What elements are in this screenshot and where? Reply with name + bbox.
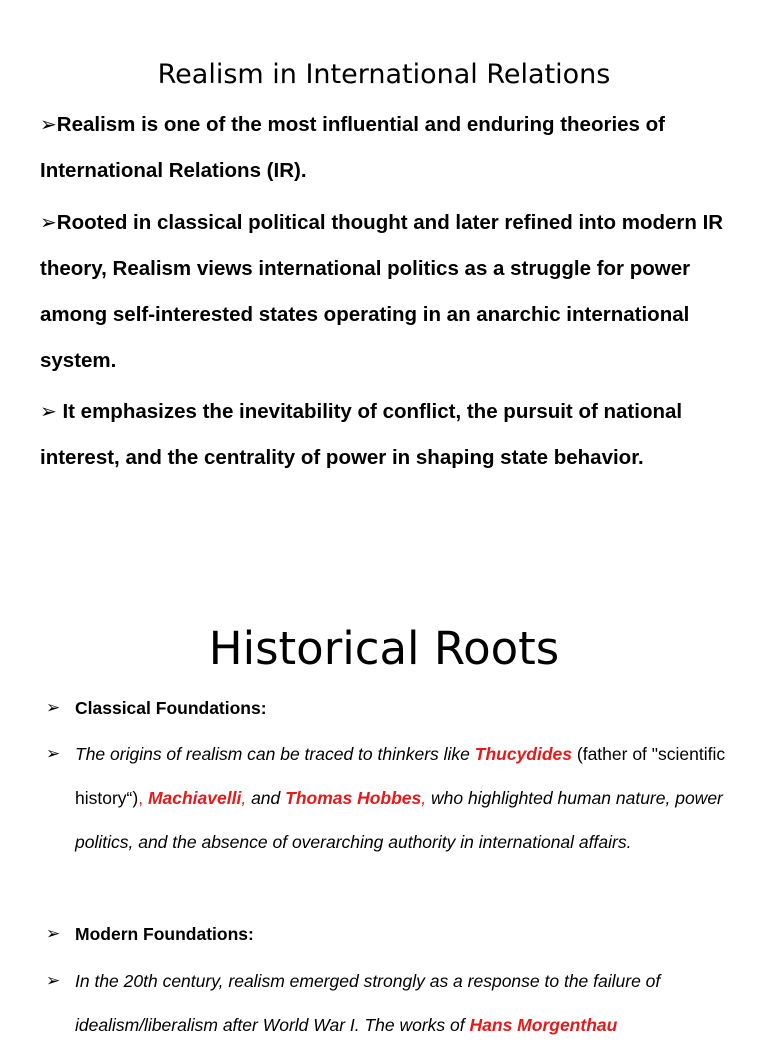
arrow-bullet-icon: ➢ [46, 924, 61, 944]
bullet-realism-definition [40, 101, 730, 194]
bullet-text: Rooted in classical political thought and later refined into modern IR theory, Realism views international politics as a struggle for power among self-interested states operating in an anarchic international system. [40, 211, 724, 372]
modern-foundations-text [46, 959, 735, 1047]
separator: , [241, 788, 247, 808]
bullet-text: It emphasizes the inevitability of conflict, the pursuit of national interest, and the centrality of power in shaping state behavior. [40, 400, 683, 469]
name-thomas-hobbes: Thomas Hobbes [285, 788, 422, 808]
section-title-realism: Realism in International Relations [157, 59, 611, 90]
arrow-bullet-icon: ➢ [46, 971, 61, 991]
arrow-bullet-icon: ➢ [46, 698, 61, 718]
classical-foundations-heading [46, 686, 735, 730]
bullet-realism-emphasis [40, 388, 730, 481]
text-span: who highlighted human nature, power politics, and the absence of overarching authority in international affairs. [75, 788, 723, 852]
text-span: (father of "scientific history“) [75, 744, 726, 808]
text-span: In the 20th century, realism emerged strongly as a response to the failure of idealism/liberalism after World War I. The works of [75, 971, 661, 1035]
arrow-bullet-icon: ➢ [40, 112, 57, 136]
arrow-bullet-icon: ➢ [40, 399, 57, 423]
bullet-realism-roots [40, 199, 730, 384]
text-span: and [246, 788, 286, 808]
classical-foundations-text [46, 732, 735, 864]
heading-text: Modern Foundations: [75, 924, 254, 944]
bullet-text: Realism is one of the most influential and enduring theories of International Relations (IR). [40, 113, 665, 182]
text-span: The origins of realism can be traced to thinkers like [75, 744, 475, 764]
name-hans-morgenthau: Hans Morgenthau [469, 1015, 618, 1035]
name-machiavelli: Machiavelli [147, 788, 242, 808]
modern-foundations-heading [46, 912, 735, 956]
name-thucydides: Thucydides [474, 744, 573, 764]
arrow-bullet-icon: ➢ [46, 744, 61, 764]
section-title-historical-roots: Historical Roots [208, 622, 560, 675]
separator: , [421, 788, 427, 808]
arrow-bullet-icon: ➢ [40, 210, 57, 234]
separator: , [138, 788, 148, 808]
heading-text: Classical Foundations: [75, 698, 267, 718]
